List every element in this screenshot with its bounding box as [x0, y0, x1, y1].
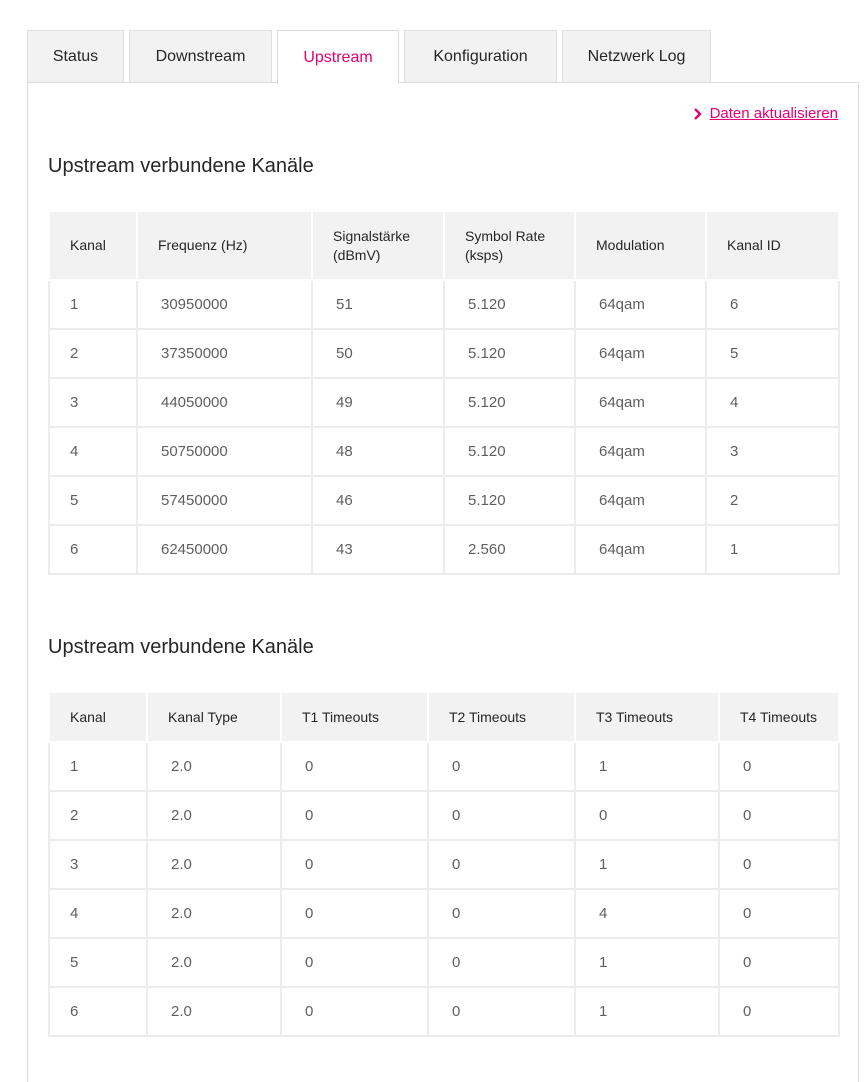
table-cell: 5	[49, 938, 147, 987]
column-header: T3 Timeouts	[575, 692, 719, 742]
table-cell: 2.0	[147, 938, 281, 987]
section-title-upstream-channels: Upstream verbundene Kanäle	[48, 155, 314, 177]
column-header: T2 Timeouts	[428, 692, 575, 742]
table-cell: 5.120	[444, 378, 575, 427]
refresh-data-label[interactable]: Daten aktualisieren	[709, 105, 838, 122]
table-cell: 50750000	[137, 427, 312, 476]
column-header: Kanal	[49, 211, 137, 280]
table-cell: 0	[719, 791, 839, 840]
table-cell: 30950000	[137, 280, 312, 329]
table-cell: 4	[575, 889, 719, 938]
table-cell: 3	[49, 378, 137, 427]
table-row	[49, 987, 839, 1036]
table-cell: 49	[312, 378, 444, 427]
table-cell: 0	[719, 742, 839, 791]
table-cell: 2	[49, 791, 147, 840]
table-cell: 4	[49, 427, 137, 476]
table-cell: 5	[49, 476, 137, 525]
table-cell: 37350000	[137, 329, 312, 378]
table-cell: 0	[428, 987, 575, 1036]
tab-bar	[27, 30, 711, 83]
table-cell: 6	[49, 987, 147, 1036]
table-cell: 4	[706, 378, 839, 427]
table-cell: 0	[281, 987, 428, 1036]
table-cell: 0	[719, 889, 839, 938]
column-header: T1 Timeouts	[281, 692, 428, 742]
table-row	[49, 938, 839, 987]
column-header: Signalstärke (dBmV)	[312, 211, 444, 280]
table-row	[49, 840, 839, 889]
table-cell: 57450000	[137, 476, 312, 525]
table-cell: 1	[575, 840, 719, 889]
table-cell: 0	[281, 742, 428, 791]
table-cell: 1	[49, 742, 147, 791]
table-cell: 51	[312, 280, 444, 329]
tab-konfiguration[interactable]: Konfiguration	[404, 30, 557, 82]
column-header: Modulation	[575, 211, 706, 280]
table-cell: 46	[312, 476, 444, 525]
upstream-panel	[27, 82, 859, 1082]
table-row	[49, 742, 839, 791]
column-header: T4 Timeouts	[719, 692, 839, 742]
table-cell: 0	[428, 840, 575, 889]
table-cell: 0	[281, 889, 428, 938]
column-header: Frequenz (Hz)	[137, 211, 312, 280]
table-cell: 0	[428, 791, 575, 840]
table-cell: 2.0	[147, 889, 281, 938]
tab-netzwerk-log[interactable]: Netzwerk Log	[562, 30, 711, 82]
column-header: Symbol Rate (ksps)	[444, 211, 575, 280]
table-cell: 0	[575, 791, 719, 840]
table-cell: 6	[706, 280, 839, 329]
table-cell: 2.0	[147, 987, 281, 1036]
refresh-data-link[interactable]	[692, 105, 838, 122]
table-cell: 2.560	[444, 525, 575, 574]
table-row	[49, 791, 839, 840]
upstream-channels-table	[48, 210, 840, 575]
table-cell: 1	[575, 742, 719, 791]
table-cell: 0	[281, 840, 428, 889]
tab-status[interactable]: Status	[27, 30, 124, 82]
table-cell: 0	[281, 938, 428, 987]
table-cell: 0	[719, 938, 839, 987]
table-cell: 5.120	[444, 427, 575, 476]
table-cell: 0	[428, 889, 575, 938]
table-cell: 1	[706, 525, 839, 574]
column-header: Kanal Type	[147, 692, 281, 742]
table-cell: 62450000	[137, 525, 312, 574]
table-cell: 44050000	[137, 378, 312, 427]
table-cell: 0	[719, 987, 839, 1036]
table-cell: 2.0	[147, 742, 281, 791]
table-cell: 3	[706, 427, 839, 476]
table-row	[49, 476, 839, 525]
table-row	[49, 525, 839, 574]
table-cell: 5.120	[444, 280, 575, 329]
tab-downstream[interactable]: Downstream	[129, 30, 272, 82]
tab-upstream[interactable]: Upstream	[277, 30, 399, 84]
table-row	[49, 889, 839, 938]
table-cell: 5.120	[444, 476, 575, 525]
table-cell: 64qam	[575, 476, 706, 525]
table-cell: 4	[49, 889, 147, 938]
table-cell: 0	[719, 840, 839, 889]
table-cell: 3	[49, 840, 147, 889]
table-cell: 64qam	[575, 378, 706, 427]
table-cell: 0	[428, 938, 575, 987]
upstream-timeouts-table	[48, 691, 840, 1037]
section-title-upstream-timeouts: Upstream verbundene Kanäle	[48, 636, 314, 658]
table-cell: 1	[575, 987, 719, 1036]
table-row	[49, 329, 839, 378]
table-cell: 64qam	[575, 329, 706, 378]
table-cell: 43	[312, 525, 444, 574]
table-cell: 64qam	[575, 427, 706, 476]
table-cell: 2	[706, 476, 839, 525]
chevron-right-icon	[692, 107, 704, 121]
table-cell: 5	[706, 329, 839, 378]
table-row	[49, 427, 839, 476]
table-cell: 2.0	[147, 840, 281, 889]
column-header: Kanal ID	[706, 211, 839, 280]
table-cell: 6	[49, 525, 137, 574]
table-cell: 5.120	[444, 329, 575, 378]
table-cell: 2	[49, 329, 137, 378]
table-cell: 48	[312, 427, 444, 476]
table-cell: 0	[281, 791, 428, 840]
table-row	[49, 378, 839, 427]
table-row	[49, 280, 839, 329]
table-cell: 1	[575, 938, 719, 987]
column-header: Kanal	[49, 692, 147, 742]
table-cell: 2.0	[147, 791, 281, 840]
table-cell: 1	[49, 280, 137, 329]
table-cell: 0	[428, 742, 575, 791]
table-cell: 50	[312, 329, 444, 378]
table-cell: 64qam	[575, 280, 706, 329]
table-cell: 64qam	[575, 525, 706, 574]
